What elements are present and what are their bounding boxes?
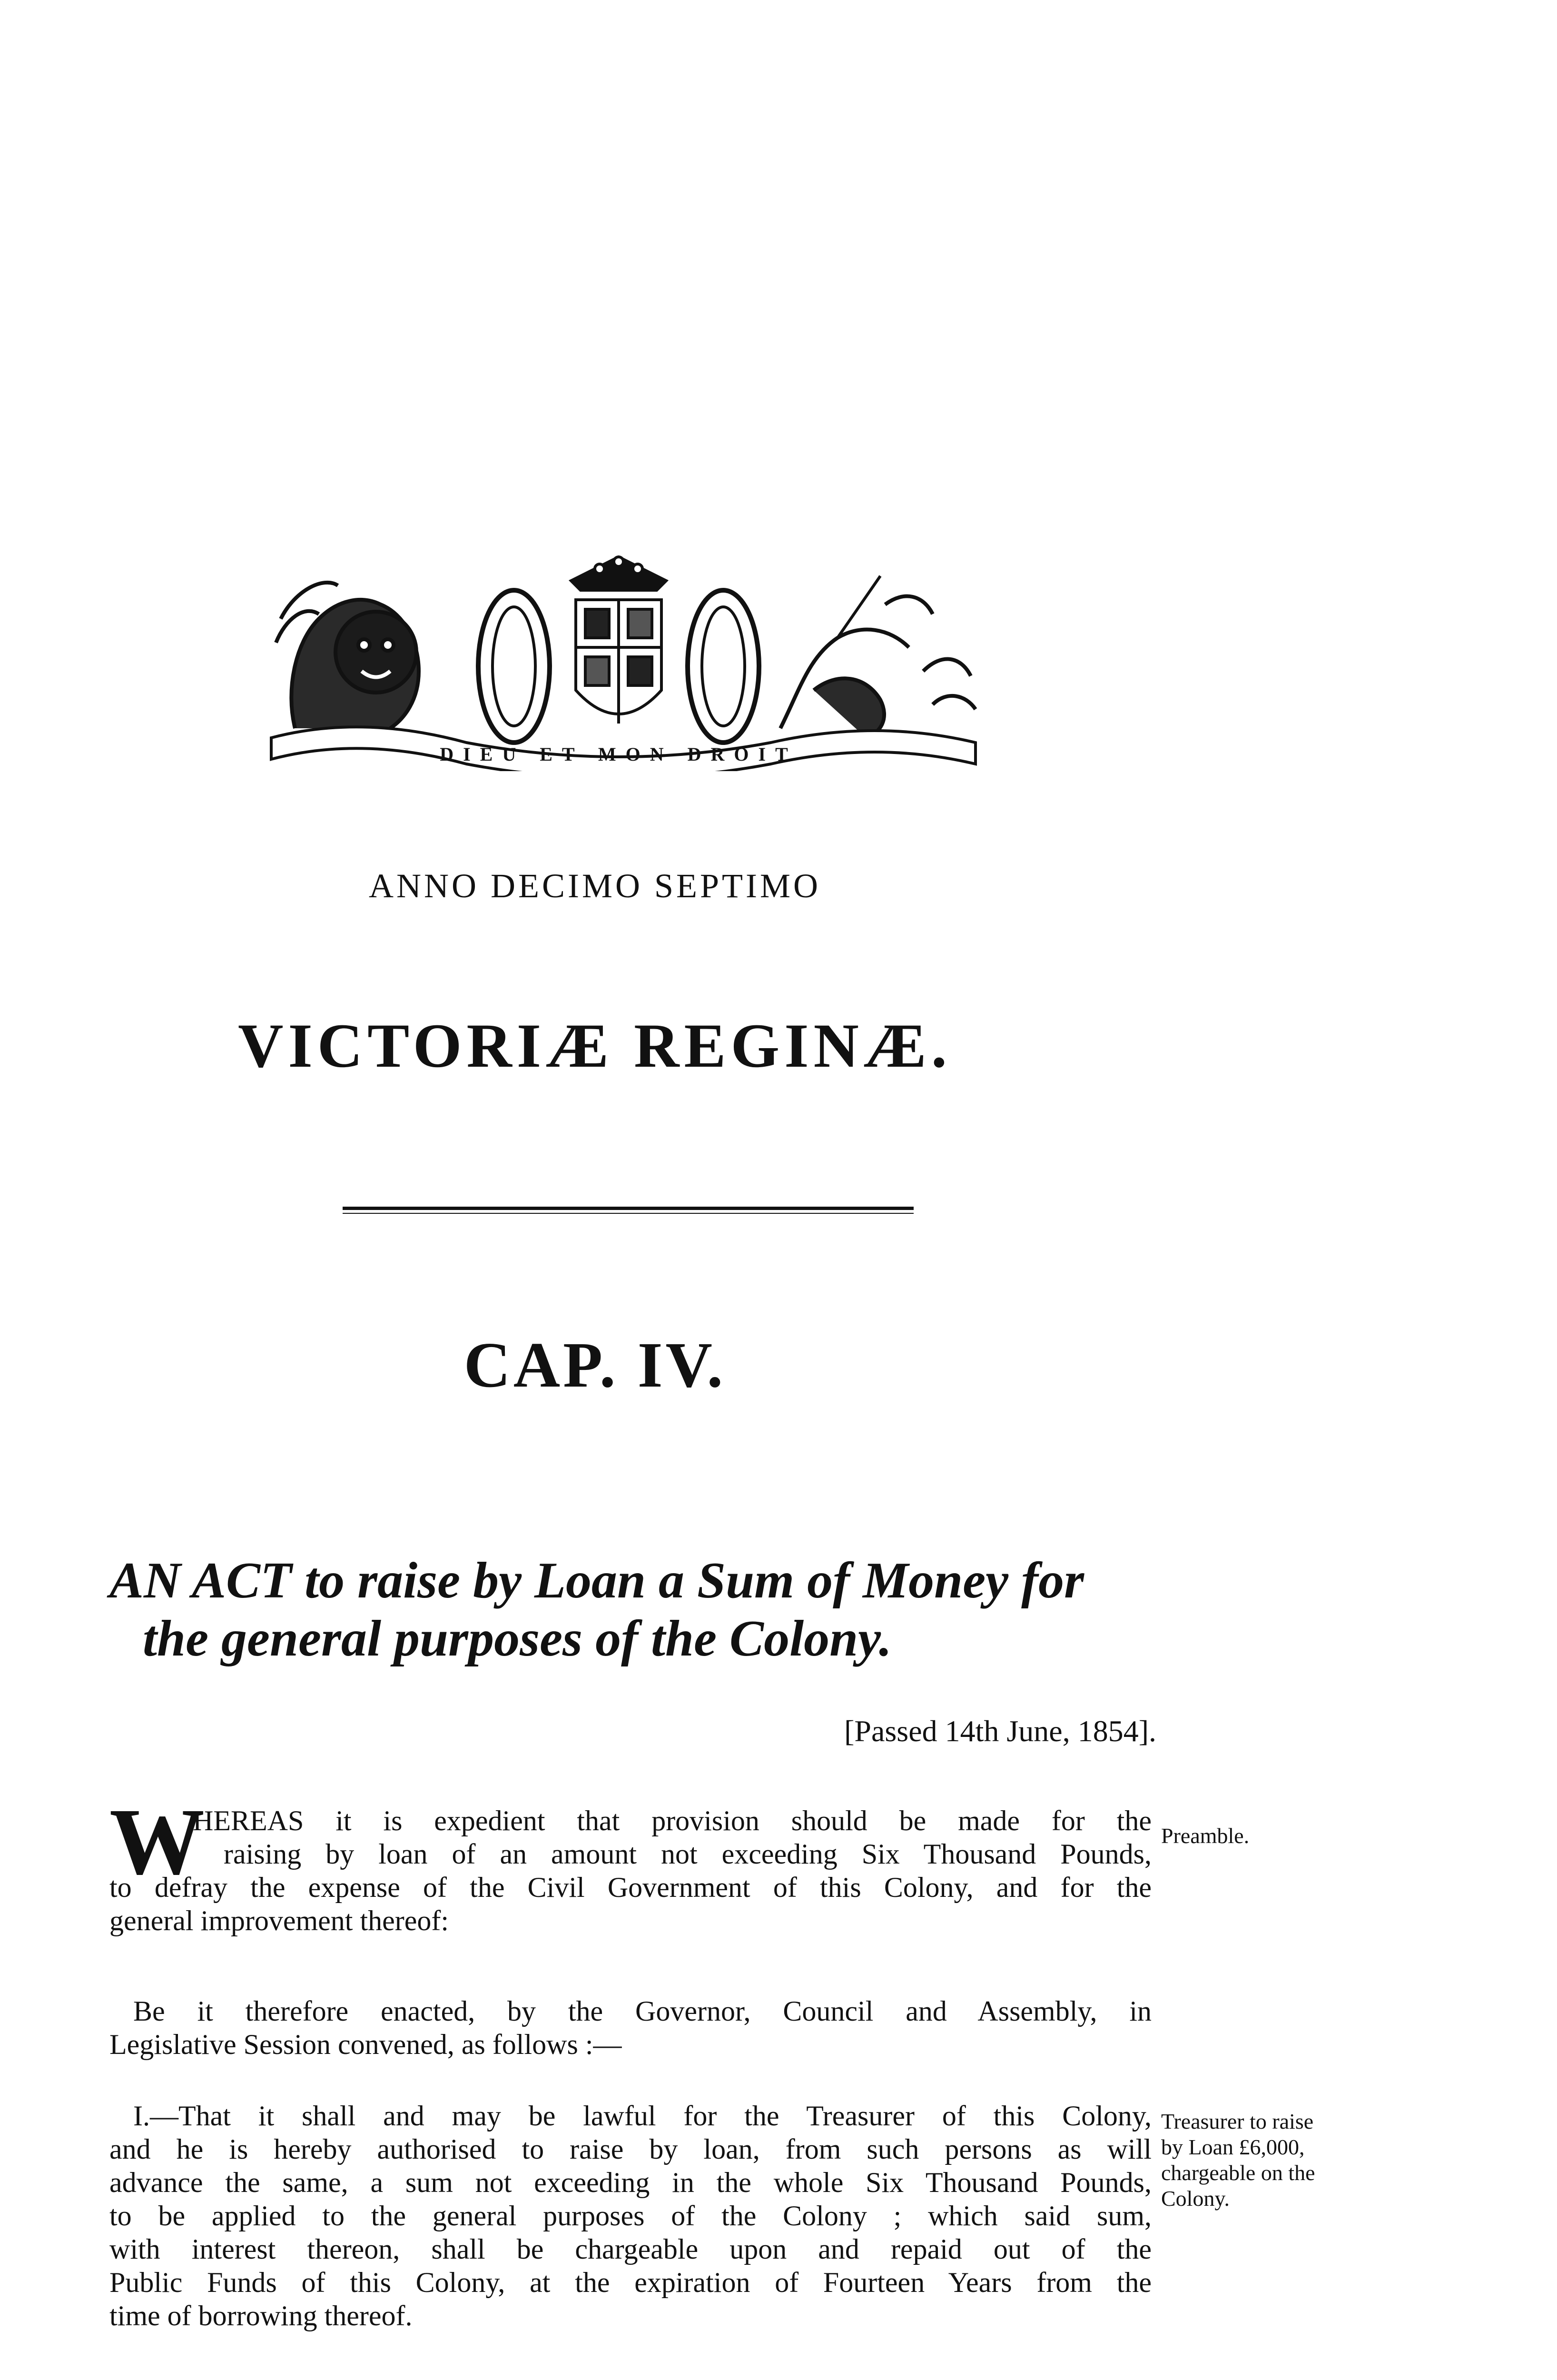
heading-anno: ANNO DECIMO SEPTIMO: [368, 867, 821, 905]
passed-date: [Passed 14th June, 1854].: [844, 1714, 1156, 1748]
section-1-line: with interest thereon, shall be chargeable upon and repaid out of the: [109, 2233, 1152, 2265]
preamble-line: to defray the expense of the Civil Government of this Colony, and for the: [109, 1872, 1152, 1903]
enacting-line: Be it therefore enacted, by the Governor, Council and Assembly, in: [133, 1995, 1152, 2027]
garter-right: [688, 590, 759, 743]
margin-note-line: by Loan £6,000,: [1161, 2135, 1305, 2159]
enacting-line: Legislative Session convened, as follows :—: [109, 2029, 622, 2060]
unicorn-supporter: [780, 576, 976, 738]
preamble-line: HEREAS it is expedient that provision should be made for the: [193, 1805, 1152, 1836]
section-1-line: I.—That it shall and may be lawful for the Treasurer of this Colony,: [133, 2100, 1152, 2132]
shield: [571, 557, 666, 724]
preamble-line: raising by loan of an amount not exceeding Six Thousand Pounds,: [224, 1838, 1152, 1870]
royal-coat-of-arms-icon: [266, 547, 980, 771]
motto-text: DIEU ET MON DROIT: [440, 744, 798, 765]
section-1-line: advance the same, a sum not exceeding in the whole Six Thousand Pounds,: [109, 2167, 1152, 2198]
preamble-paragraph: [109, 1789, 1152, 1937]
heading-regnal-year: VICTORIÆ REGINÆ.: [238, 1011, 952, 1081]
garter-left: [478, 590, 550, 743]
section-1-line: and he is hereby authorised to raise by loan, from such persons as will: [109, 2133, 1152, 2165]
section-1: [109, 2099, 1152, 2332]
section-1-line: Public Funds of this Colony, at the expiration of Fourteen Years from the: [109, 2267, 1152, 2298]
margin-note-preamble: Preamble.: [1161, 1824, 1250, 1848]
act-title-line-1: AN ACT to raise by Loan a Sum of Money for: [109, 1552, 1084, 1609]
section-1-line: to be applied to the general purposes of the Colony ; which said sum,: [109, 2200, 1152, 2231]
chapter-heading: CAP. IV.: [463, 1329, 726, 1401]
enacting-clause: [109, 1994, 1152, 2061]
act-title-line-2: the general purposes of the Colony.: [143, 1610, 892, 1667]
section-1-line: time of borrowing thereof.: [109, 2300, 413, 2331]
margin-note-line: Treasurer to raise: [1161, 2109, 1314, 2133]
coat-of-arms: [266, 547, 980, 771]
margin-note-line: Colony.: [1161, 2186, 1230, 2211]
preamble-line: general improvement thereof:: [109, 1905, 449, 1936]
drop-cap: W: [109, 1789, 205, 1894]
margin-note-line: chargeable on the: [1161, 2161, 1315, 2185]
margin-note-treasurer: [1161, 2109, 1385, 2211]
act-title: [109, 1552, 1156, 1668]
lion-supporter: [276, 583, 419, 728]
